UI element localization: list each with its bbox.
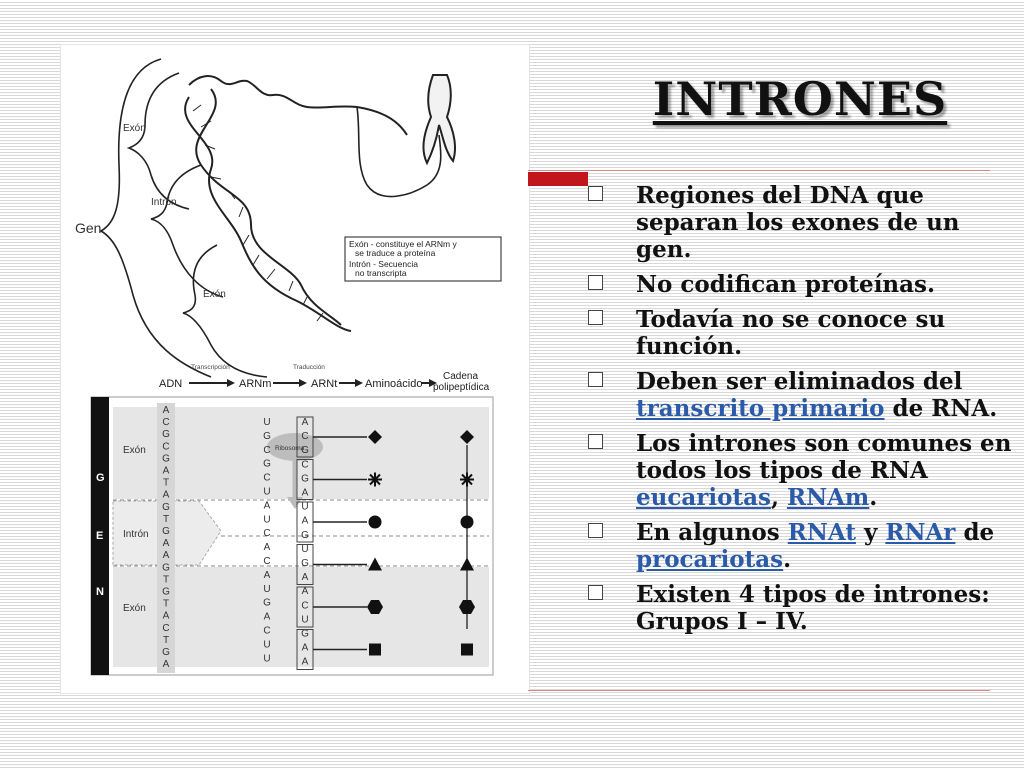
dna-base: C <box>162 417 170 429</box>
bullet-square-icon <box>588 310 603 325</box>
accent-line <box>528 170 990 171</box>
dna-base: G <box>162 429 170 441</box>
bullet-text: Regiones del DNA que separan los exones de un gen. <box>636 182 960 263</box>
bullet-item <box>582 368 1012 422</box>
dna-base: G <box>162 562 170 574</box>
amino-acid-star <box>368 473 382 487</box>
ribosome-label: Ribosoma <box>275 445 305 452</box>
gene-letter-e: E <box>96 530 104 542</box>
trna-base: C <box>301 459 309 471</box>
dna-base: A <box>162 550 170 562</box>
mrna-base: U <box>263 583 271 595</box>
trna-base: G <box>301 628 309 640</box>
bullet-text: de RNA. <box>884 395 998 422</box>
intron-brace <box>151 165 223 297</box>
gene-diagram <box>61 45 529 693</box>
mrna-base: G <box>263 458 271 470</box>
dna-base: A <box>162 610 170 622</box>
upper-illustration <box>101 59 455 377</box>
mrna-base: C <box>263 556 271 567</box>
trna-base: A <box>301 515 309 527</box>
amino-acid-square-chain <box>461 644 473 656</box>
lower-intron: Intrón <box>123 529 149 540</box>
exon-top-brace <box>129 73 189 209</box>
bullet-link[interactable]: RNAt <box>787 519 856 546</box>
dna-base: G <box>162 526 170 537</box>
bullet-item <box>582 182 1012 263</box>
process-traduccion: Traducción <box>293 364 325 371</box>
mrna-base: C <box>263 472 271 484</box>
bullet-square-icon <box>588 523 603 538</box>
bullet-text: Todavía no se conoce su función. <box>636 306 946 360</box>
dna-base: A <box>162 489 170 501</box>
dna-base: G <box>162 453 170 465</box>
bullet-item <box>582 519 1012 573</box>
mrna-base: U <box>263 417 271 428</box>
exon-bottom-brace <box>183 245 267 377</box>
intron-label: Intrón <box>151 197 177 208</box>
mrna-base: C <box>263 444 271 456</box>
dna-base: G <box>162 586 170 598</box>
trna-base: A <box>301 417 309 428</box>
bullet-item <box>582 430 1012 511</box>
process-arnt: ARNt <box>311 378 338 390</box>
bullet-list <box>582 182 1012 643</box>
dna-base: T <box>162 574 170 586</box>
chromatin-coil <box>189 76 407 135</box>
trna-base: G <box>301 473 309 485</box>
dna-base: C <box>162 622 170 634</box>
amino-acid-circle <box>369 516 382 529</box>
mrna-base: U <box>263 486 271 498</box>
chromosome <box>424 75 455 163</box>
slide-title: INTRONES <box>652 72 948 126</box>
legend-line-4: no transcripta <box>355 268 407 278</box>
process-aminoacido: Aminoácido <box>365 378 423 390</box>
dna-base: A <box>162 659 170 671</box>
bullet-text: , <box>770 484 787 511</box>
trna-base: A <box>301 572 309 584</box>
trna-base: A <box>301 656 309 668</box>
mrna-base: A <box>263 611 271 623</box>
bullet-text: . <box>783 546 792 573</box>
bullet-item <box>582 271 1012 298</box>
amino-acid-square <box>369 644 381 656</box>
trna-base: C <box>301 431 309 443</box>
mrna-base: G <box>263 430 271 442</box>
legend-line-1: Exón - constituye el ARNm y <box>349 239 457 249</box>
trna-base: A <box>301 642 309 654</box>
trna-base: U <box>301 501 309 513</box>
dna-base: C <box>162 441 170 453</box>
gen-label: Gen <box>75 220 102 236</box>
process-cadena-2: polipeptídica <box>433 382 490 393</box>
bullet-link[interactable]: RNAr <box>885 519 956 546</box>
gene-figure <box>60 44 530 694</box>
mrna-base: U <box>263 514 271 526</box>
bullet-text: de <box>955 519 995 546</box>
dna-base: A <box>162 465 170 477</box>
mrna-base: U <box>263 639 271 651</box>
bullet-text: . <box>869 484 878 511</box>
bullet-link[interactable]: RNAm <box>786 484 870 511</box>
bullet-square-icon <box>588 186 603 201</box>
dna-base: T <box>162 634 170 646</box>
process-adn: ADN <box>159 378 183 390</box>
bullet-text: Los intrones son comunes en todos los tipos de RNA <box>636 430 1012 484</box>
dna-sequence <box>162 405 170 670</box>
trna-base: C <box>301 600 309 612</box>
dna-base: T <box>162 598 170 610</box>
trna-base: A <box>301 586 309 598</box>
lower-exon-bottom: Exón <box>123 603 146 614</box>
exon-bottom-label: Exón <box>203 289 226 300</box>
bullet-text: Existen 4 tipos de intrones: Grupos I – IV. <box>636 581 990 635</box>
bullet-text: No codifican proteínas. <box>636 271 936 298</box>
accent-line-bottom <box>528 690 990 691</box>
bullet-link[interactable]: procariotas <box>636 546 784 573</box>
mrna-base: U <box>263 653 271 665</box>
trna-base: U <box>301 614 309 626</box>
lower-exon-top: Exón <box>123 445 146 456</box>
gene-letter-g: G <box>96 472 105 484</box>
trna-base: G <box>301 558 309 569</box>
process-cadena-1: Cadena <box>443 371 479 382</box>
bullet-text: y <box>855 519 886 546</box>
trna-base: A <box>301 487 309 499</box>
mrna-base: C <box>263 625 271 637</box>
lower-diagram <box>91 397 493 675</box>
bullet-item <box>582 306 1012 360</box>
process-arnm: ARNm <box>239 378 272 390</box>
legend-line-3: Intrón - Secuencia <box>349 259 418 269</box>
bullet-link[interactable]: eucariotas <box>636 484 771 511</box>
exon-top-label: Exón <box>123 123 146 134</box>
dna-base: A <box>162 538 170 550</box>
dna-base: G <box>162 501 170 513</box>
mrna-base: A <box>263 500 271 512</box>
bullet-square-icon <box>588 434 603 449</box>
dna-base: G <box>162 647 170 658</box>
process-transcripcion: Transcripción <box>191 364 230 371</box>
accent-bar <box>528 172 588 186</box>
trna-base: G <box>301 445 309 457</box>
trna-base: U <box>301 543 309 555</box>
dna-base: A <box>162 405 170 416</box>
process-header <box>159 364 490 393</box>
mrna-base: C <box>263 528 271 540</box>
legend-line-2: se traduce a proteína <box>355 248 436 258</box>
bullet-text: En algunos <box>636 519 788 546</box>
dna-base: T <box>162 513 170 525</box>
mrna-base: G <box>263 597 271 609</box>
mrna-base: A <box>263 542 271 554</box>
bullet-square-icon <box>588 372 603 387</box>
gene-letter-n: N <box>96 586 104 598</box>
trna-base: G <box>301 529 309 541</box>
bullet-item <box>582 581 1012 635</box>
bullet-text: Deben ser eliminados del <box>636 368 963 395</box>
mrna-base: A <box>263 569 271 581</box>
bullet-square-icon <box>588 275 603 290</box>
dna-base: T <box>162 477 170 489</box>
bullet-square-icon <box>588 585 603 600</box>
bullet-link[interactable]: transcrito primario <box>636 395 885 422</box>
